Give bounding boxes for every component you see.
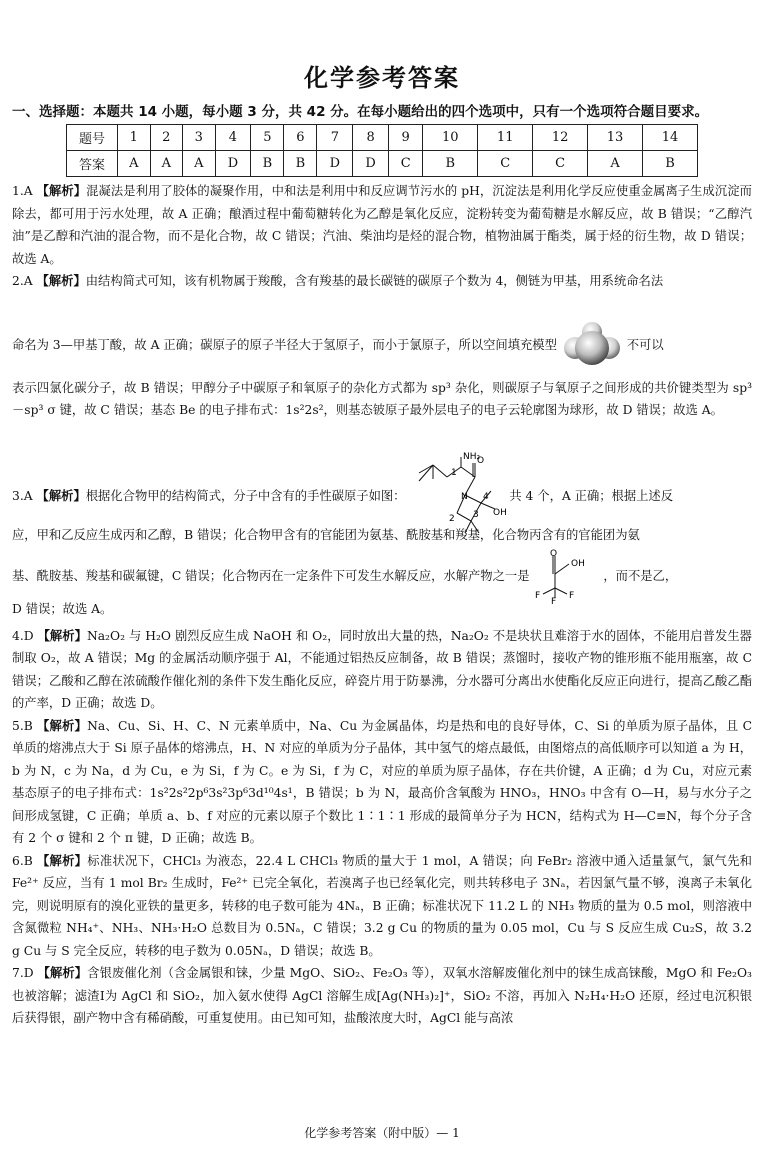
item-text: D 错误；故选 A。 xyxy=(12,602,113,616)
structure-label: NH₂ xyxy=(463,452,481,462)
explanation-item-3-cont2 xyxy=(12,546,752,606)
table-cell: 9 xyxy=(389,125,423,151)
space-filling-model-figure xyxy=(561,320,623,370)
structure-label: OH xyxy=(571,558,586,569)
structure-label: F xyxy=(551,596,557,607)
table-cell: D xyxy=(317,151,353,177)
table-cell: 4 xyxy=(215,125,251,151)
analysis-tag: 【解析】 xyxy=(36,184,87,198)
table-cell: A xyxy=(150,151,183,177)
table-cell: 3 xyxy=(183,125,216,151)
explanation-item-4 xyxy=(12,625,752,715)
item-text: 由结构简式可知，该有机物属于羧酸，含有羧基的最长碳链的碳原子个数为 4，侧链为甲基，用系统命名法 xyxy=(85,274,664,288)
structure-label: O xyxy=(550,548,558,559)
table-cell: 7 xyxy=(317,125,353,151)
analysis-tag: 【解析】 xyxy=(36,718,88,733)
structure-label: F xyxy=(569,590,575,601)
table-cell: 10 xyxy=(423,125,478,151)
item-text: ，而不是乙， xyxy=(603,569,678,583)
table-cell: 14 xyxy=(643,125,698,151)
analysis-tag: 【解析】 xyxy=(36,274,86,288)
answer-row xyxy=(67,151,698,177)
explanation-item-2-cont xyxy=(12,319,752,371)
item-text: 根据化合物甲的结构简式，分子中含有的手性碳原子如图： xyxy=(85,488,406,503)
item-number: 6.B xyxy=(12,853,33,868)
item-number: 7.D xyxy=(12,966,34,980)
table-cell: 8 xyxy=(353,125,389,151)
table-cell: D xyxy=(215,151,251,177)
explanations xyxy=(12,180,752,1030)
structure-label: O xyxy=(477,456,485,466)
analysis-tag: 【解析】 xyxy=(36,488,86,503)
table-cell: C xyxy=(478,151,533,177)
item-text: Na、Cu、Si、H、C、N 元素单质中，Na、Cu 为金属晶体，均是热和电的良好导体，C、Si 的单质为原子晶体，且 C 单质的熔沸点大于 Si 原子晶体的熔沸点，H、N 对应的单质为分子晶体，其中氢气的熔点最低，由图熔点的高低顺序可以知道 a 为 H，b 为 N，c 为 Na，d 为 Cu，e 为 Si，f 为 C。e 为 Si，f 为 C，对应的单质为原子晶体，存在共价键，A 正确；d 为 Cu，对应元素基态原子的电子排布式：1s²2s²2p⁶3s²3p⁶3d¹⁰4s¹，B 错误；b 为 N，最高价含氧酸为 HNO₃，HNO₃ 中含有 O—H，易与水分子之间形成氢键，C 正确；单质 a、b、f 对应的元素以原子个数比 1∶1∶1 形成的最简单分子为 HCN，结构式为 H—C≡N，每个分子含有 2 个 σ 键和 2 个 π 键，D 正确；故选 B。 xyxy=(12,718,752,845)
item-text: 共 4 个，A 正确；根据上述反 xyxy=(509,488,674,503)
page-footer: 化学参考答案（附中版）— 1 xyxy=(304,1126,460,1140)
explanation-item-2 xyxy=(12,270,752,293)
question-number-row xyxy=(67,125,698,151)
table-cell: 11 xyxy=(478,125,533,151)
structure-label: 2 xyxy=(449,514,456,524)
table-cell: C xyxy=(389,151,423,177)
structure-label: OH xyxy=(493,508,508,518)
item-text: 基、酰胺基、羧基和碳氟键，C 错误；化合物丙在一定条件下可发生水解反应，水解产物之一是 xyxy=(12,569,530,583)
analysis-tag: 【解析】 xyxy=(37,628,87,643)
hydrolysis-product-figure xyxy=(533,548,599,607)
structure-label: 3 xyxy=(473,510,480,520)
item-number: 4.D xyxy=(12,628,34,643)
table-cell: D xyxy=(353,151,389,177)
table-cell: 5 xyxy=(251,125,284,151)
row-label-question: 题号 xyxy=(67,125,118,151)
structure-label: 4 xyxy=(483,492,490,502)
item-text: 应，甲和乙反应生成丙和乙醇，B 错误；化合物甲含有的官能团为氨基、酰胺基和羧基，化合物丙含有的官能团为氨 xyxy=(12,527,640,542)
analysis-tag: 【解析】 xyxy=(36,853,88,868)
item-text: 不可以 xyxy=(626,337,664,352)
item-text: 混凝法是利用了胶体的凝聚作用，中和法是利用中和反应调节污水的 pH，沉淀法是利用化学反应使重金属离子生成沉淀而除去，都可用于污水处理，故 A 正确；酿酒过程中葡萄糖转化为乙醇是氧化反应，淀粉转变为葡萄糖是水解反应，故 B 错误；“乙醇汽油”是乙醇和汽油的混合物，而不是化合物，故 C 错误；汽油、柴油均是烃的混合物，植物油属于酯类，属于烃的衍生物，故 D 错误；故选 A。 xyxy=(12,184,752,266)
explanation-item-6 xyxy=(12,850,752,963)
table-cell: B xyxy=(643,151,698,177)
item-text: Na₂O₂ 与 H₂O 剧烈反应生成 NaOH 和 O₂，同时放出大量的热，Na₂O₂ 不是块状且难溶于水的固体，不能用启普发生器制取 O₂，故 A 错误；Mg 的金属活动顺序强于 Al，不能通过铝热反应制备，故 B 错误；蒸馏时，接收产物的锥形瓶不能用瓶塞，故 C 错误；乙酸和乙醇在浓硫酸作催化剂的条件下发生酯化反应，碎瓷片用于防暴沸，分水器可分离出水使酯化反应正向进行，提高乙酸乙酯的产率，D 正确；故选 D。 xyxy=(12,628,752,710)
structure-label: 1 xyxy=(451,468,458,478)
table-cell: 1 xyxy=(118,125,151,151)
table-cell: 6 xyxy=(284,125,317,151)
structure-label: N xyxy=(461,492,469,502)
explanation-item-5 xyxy=(12,715,752,850)
item-text: 含银废催化剂（含金属银和铼，少量 MgO、SiO₂、Fe₂O₃ 等），双氧水溶解废催化剂中的铼生成高铼酸，MgO 和 Fe₂O₃ 也被溶解；滤渣Ⅰ为 AgCl 和 SiO₂，加入氨水使得 AgCl 溶解生成[Ag(NH₃)₂]⁺，SiO₂ 不溶，再加入 N₂H₄·H₂O 还原，经过电沉积银后获得银，副产物中含有稀硝酸，可重复使用。由已知可知，盐酸浓度大时，AgCl 能与高浓 xyxy=(12,966,752,1025)
table-cell: A xyxy=(183,151,216,177)
table-cell: 12 xyxy=(533,125,588,151)
item-number: 3.A xyxy=(12,488,33,503)
answer-table xyxy=(66,124,698,177)
item-text: 命名为 3—甲基丁酸，故 A 正确；碳原子的原子半径大于氢原子，而小于氯原子，所以空间填充模型 xyxy=(12,337,557,352)
table-cell: C xyxy=(533,151,588,177)
table-cell: 13 xyxy=(588,125,643,151)
table-cell: A xyxy=(118,151,151,177)
table-cell: B xyxy=(251,151,284,177)
page-title: 化学参考答案 xyxy=(304,64,460,92)
structure-label: F xyxy=(535,590,541,601)
atom-sphere xyxy=(575,331,609,365)
item-number: 5.B xyxy=(12,718,33,733)
table-cell: 2 xyxy=(150,125,183,151)
table-cell: B xyxy=(423,151,478,177)
item-number: 1.A xyxy=(12,184,33,198)
table-cell: B xyxy=(284,151,317,177)
item-text: 标准状况下，CHCl₃ 为液态，22.4 L CHCl₃ 物质的量大于 1 mol，A 错误；向 FeBr₂ 溶液中通入适量氯气，氯气先和 Fe²⁺ 反应，当有 1 mol Br₂ 生成时，Fe²⁺ 已完全氧化，若溴离子也已经氧化完，则共转移电子 3Nₐ，若因氯气量不够，溴离子未氧化完，则说明原有的溴化亚铁的量更多，转移的电子数可能为 4Nₐ，B 正确；标准状况下 11.2 L 的 NH₃ 物质的量为 0.5 mol，则溶液中含氮微粒 NH₄⁺、NH₃、NH₃·H₂O 总数目为 0.5Nₐ，C 错误；3.2 g Cu 的物质的量为 0.05 mol，Cu 与 S 反应生成 Cu₂S，故 3.2 g Cu 与 S 完全反应，转移的电子数为 0.05Nₐ，D 错误；故选 B。 xyxy=(12,853,752,958)
explanation-item-7 xyxy=(12,962,752,1030)
table-cell: A xyxy=(588,151,643,177)
row-label-answer: 答案 xyxy=(67,151,118,177)
explanation-item-1 xyxy=(12,180,752,270)
analysis-tag: 【解析】 xyxy=(37,966,88,980)
section-heading: 一、选择题：本题共 14 小题，每小题 3 分，共 42 分。在每小题给出的四个选项中，只有一个选项符合题目要求。 xyxy=(12,104,709,120)
item-text: 表示四氯化碳分子，故 B 错误；甲醇分子中碳原子和氧原子的杂化方式都为 sp³ 杂化，则碳原子与氧原子之间形成的共价键类型为 sp³－sp³ σ 键，故 C 错误；基态 Be 的电子排布式：1s²2s²，则基态铍原子最外层电子的电子云轮廓图为球形，故 D 错误；故选 A。 xyxy=(12,380,752,417)
explanation-item-2-tail xyxy=(12,377,752,422)
item-number: 2.A xyxy=(12,274,33,288)
